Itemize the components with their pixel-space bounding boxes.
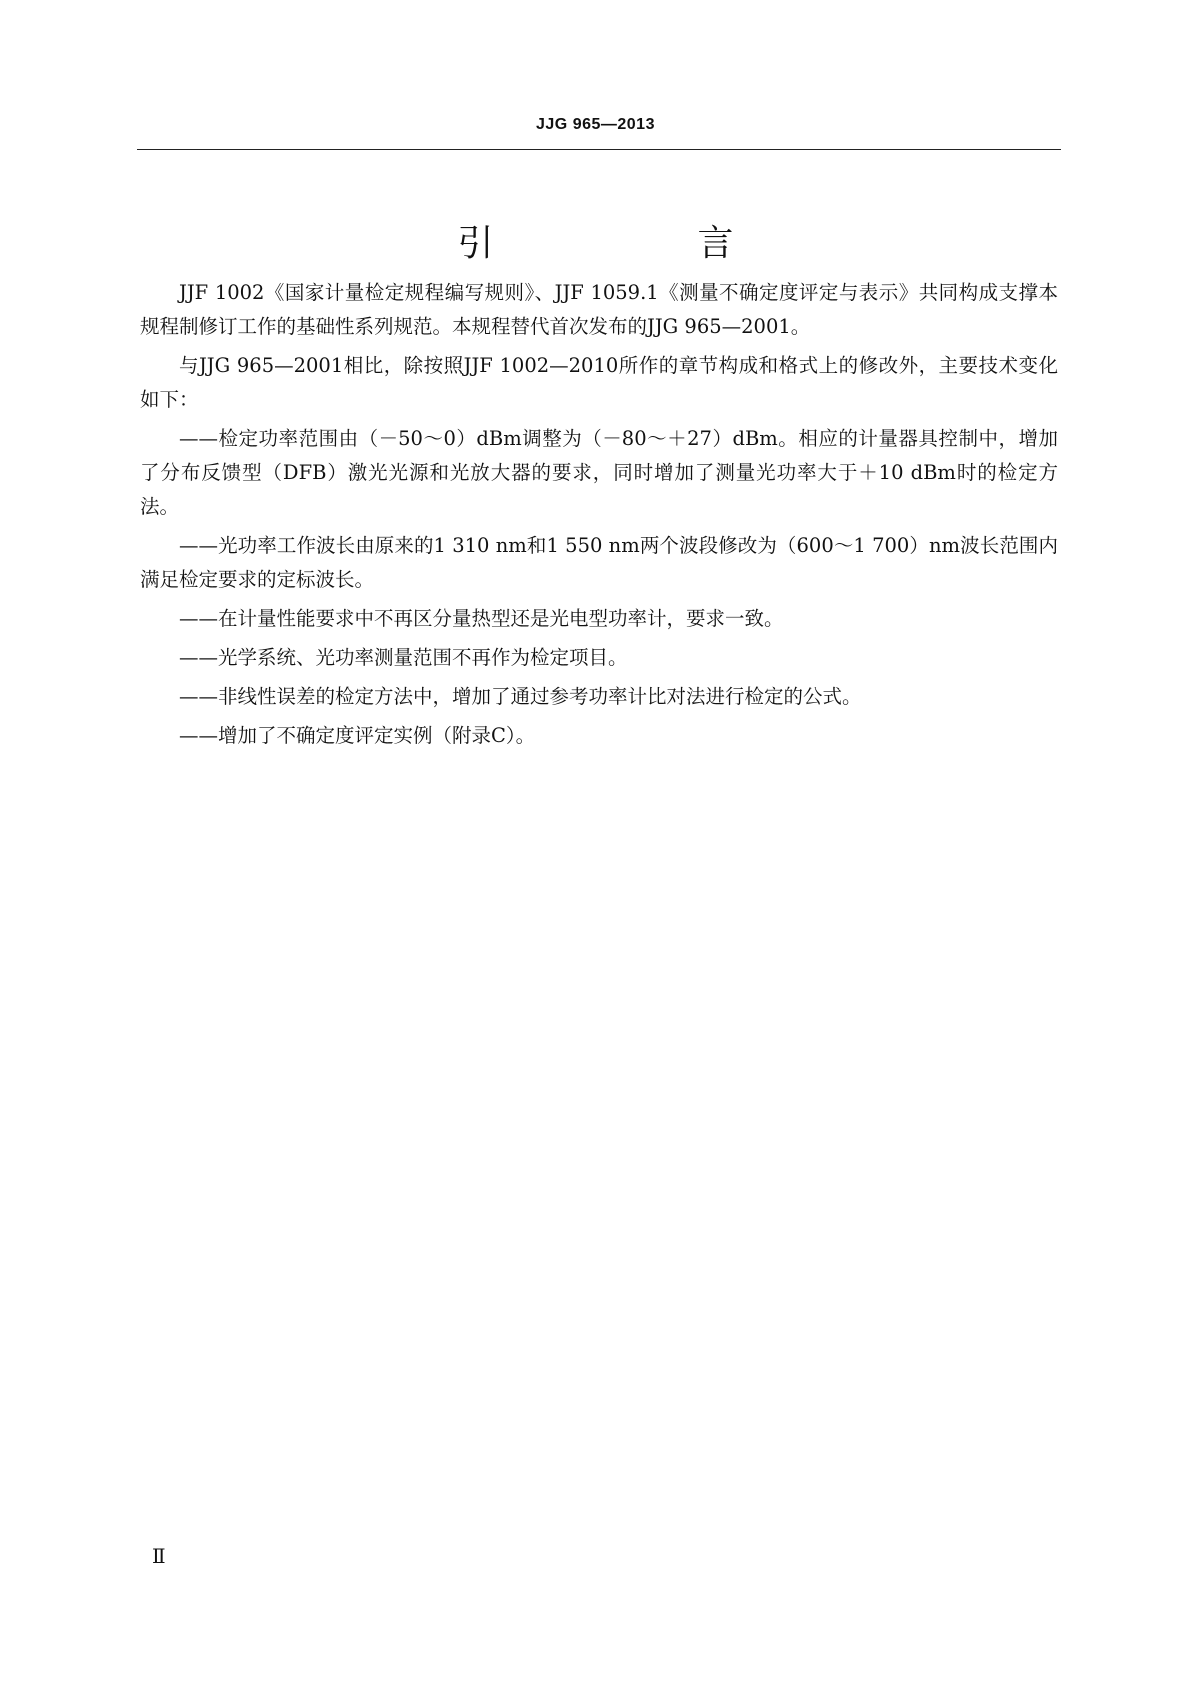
change-item-removed-items: ——光学系统、光功率测量范围不再作为检定项目。 [179,646,628,669]
header-divider [137,149,1061,150]
change-item-nonlinearity: ——非线性误差的检定方法中，增加了通过参考功率计比对法进行检定的公式。 [179,685,862,708]
document-body [140,276,1058,758]
change-item-power-range: ——检定功率范围由（－50～0）dBm调整为（－80～＋27）dBm。相应的计量器具控制中，增加了分布反馈型（DFB）激光光源和光放大器的要求，同时增加了测量光功率大于＋10 dBm时的检定方法。 [140,427,1058,518]
page-title: 引 言 [457,223,818,265]
paragraph-intro: JJF 1002《国家计量检定规程编写规则》、JJF 1059.1《测量不确定度评定与表示》共同构成支撑本规程制修订工作的基础性系列规范。本规程替代首次发布的JJG 965—2001。 [140,281,1058,338]
paragraph-changes-intro: 与JJG 965—2001相比，除按照JJF 1002—2010所作的章节构成和格式上的修改外，主要技术变化如下： [140,354,1058,411]
change-item-uncertainty: ——增加了不确定度评定实例（附录C）。 [179,724,536,747]
page-number: Ⅱ [152,1544,166,1568]
running-header: JJG 965—2013 [536,116,655,133]
change-item-wavelength: ——光功率工作波长由原来的1 310 nm和1 550 nm两个波段修改为（600～1 700）nm波长范围内满足检定要求的定标波长。 [140,534,1058,591]
change-item-meter-type: ——在计量性能要求中不再区分量热型还是光电型功率计，要求一致。 [179,607,784,630]
